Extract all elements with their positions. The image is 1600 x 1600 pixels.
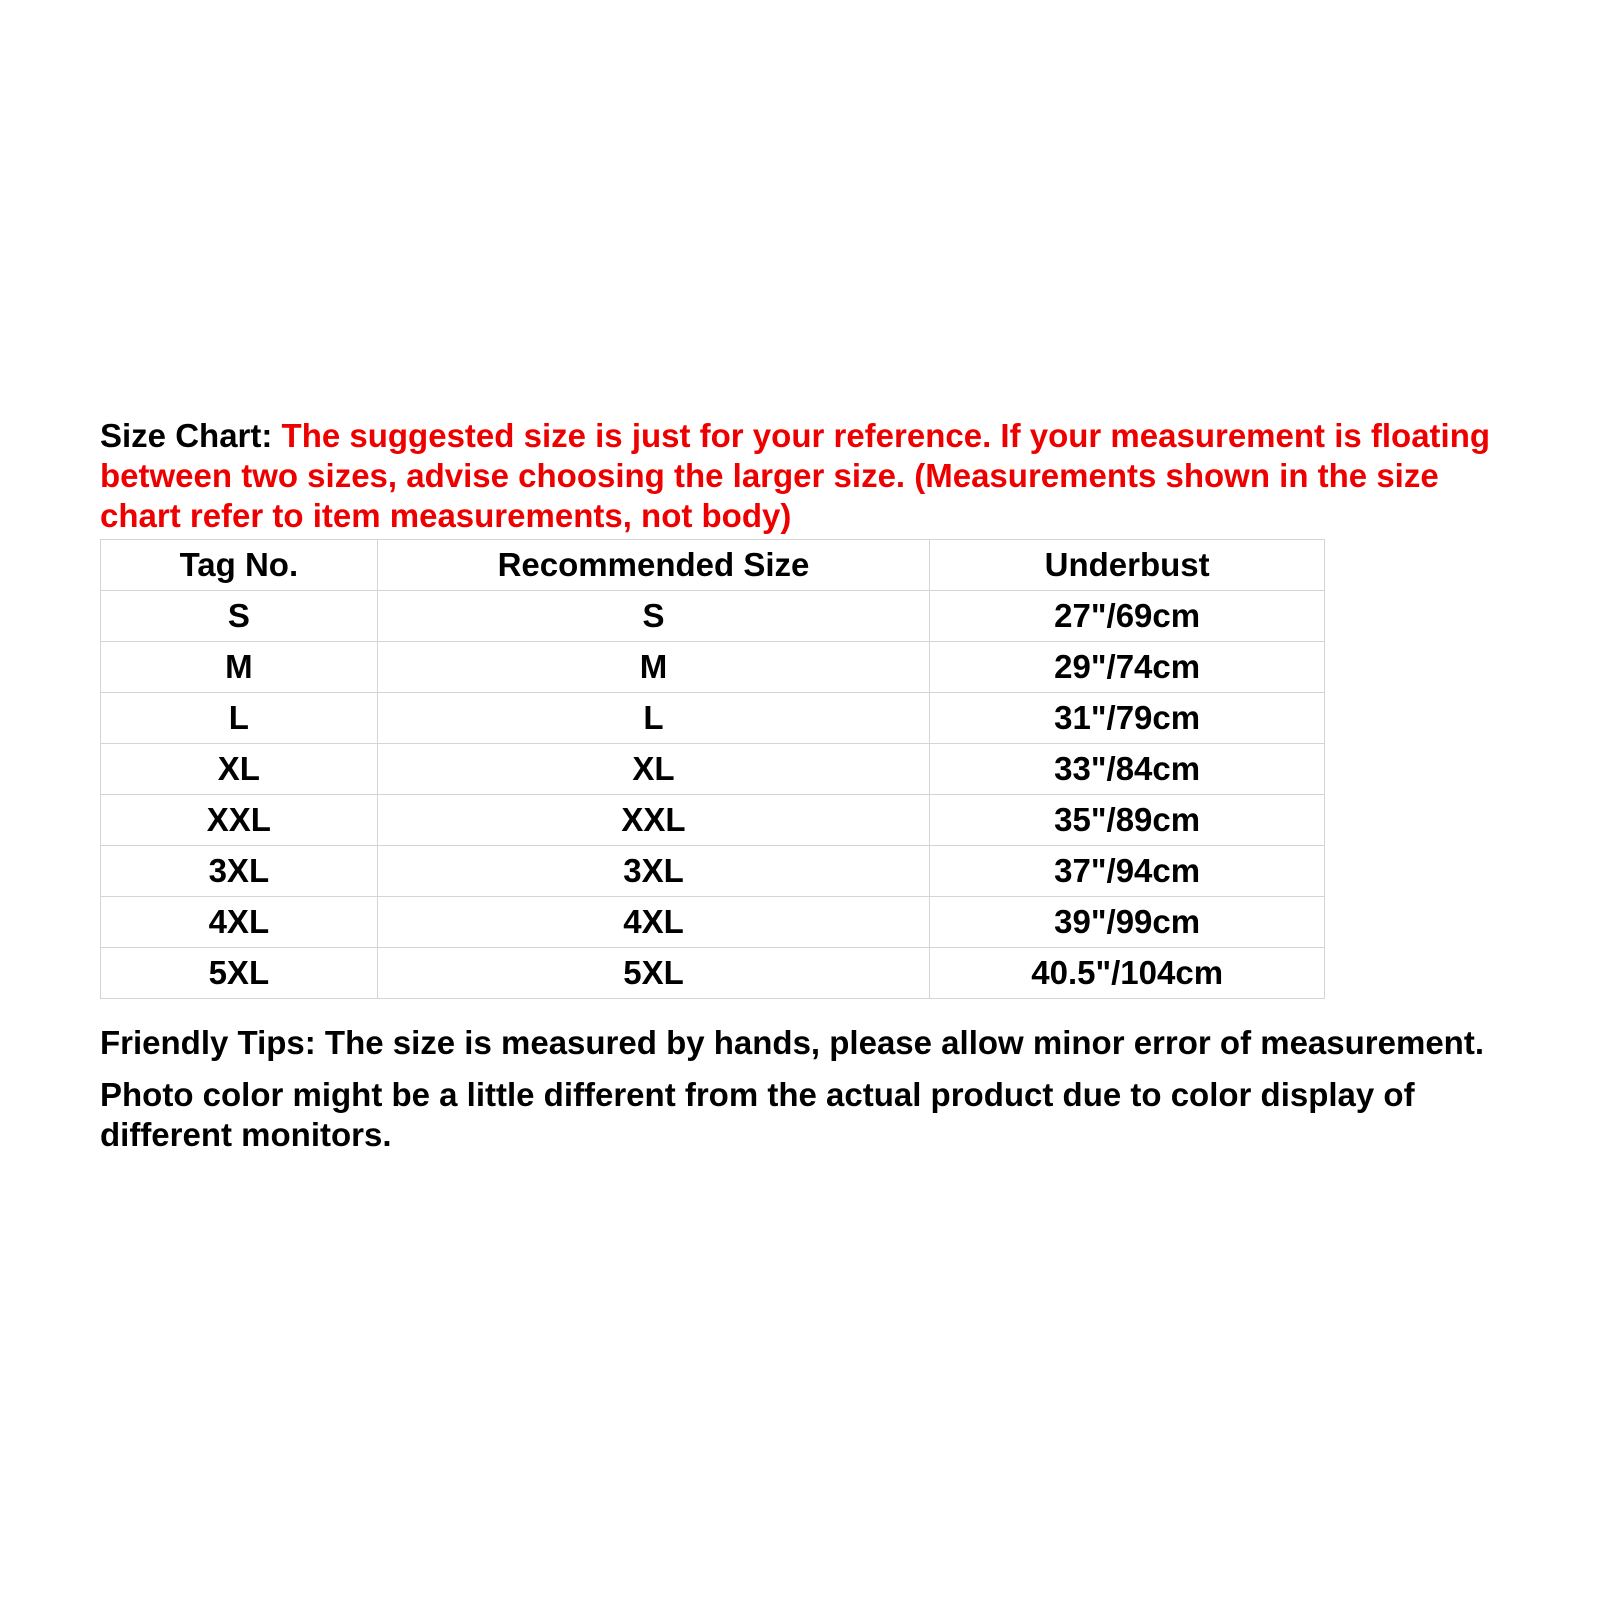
tag-no-cell: M (101, 642, 378, 693)
tag-no-cell: XXL (101, 795, 378, 846)
recommended-size-cell: 3XL (377, 846, 930, 897)
table-row (101, 693, 1325, 744)
recommended-size-cell: 4XL (377, 897, 930, 948)
recommended-size-cell: 5XL (377, 948, 930, 999)
size-chart-intro (100, 416, 1510, 536)
underbust-cell: 35"/89cm (930, 795, 1325, 846)
tag-no-cell: S (101, 591, 378, 642)
underbust-cell: 39"/99cm (930, 897, 1325, 948)
underbust-cell: 27"/69cm (930, 591, 1325, 642)
friendly-tips: Friendly Tips: The size is measured by hands, please allow minor error of measurement. (100, 1024, 1484, 1061)
table-row (101, 744, 1325, 795)
table-row (101, 948, 1325, 999)
underbust-cell: 37"/94cm (930, 846, 1325, 897)
table-row (101, 897, 1325, 948)
recommended-size-cell: M (377, 642, 930, 693)
tag-no-cell: L (101, 693, 378, 744)
size-chart-note: The suggested size is just for your reference. If your measurement is floating between two sizes, advise choosing the larger size. (Measurements shown in the size chart refer to item measurements, not body) (100, 417, 1491, 534)
size-chart-label: Size Chart: (100, 417, 273, 454)
tag-no-cell: 4XL (101, 897, 378, 948)
recommended-size-cell: S (377, 591, 930, 642)
header-tag-no: Tag No. (101, 540, 378, 591)
underbust-cell: 33"/84cm (930, 744, 1325, 795)
header-underbust: Underbust (930, 540, 1325, 591)
underbust-cell: 29"/74cm (930, 642, 1325, 693)
tag-no-cell: 5XL (101, 948, 378, 999)
table-row (101, 795, 1325, 846)
table-row (101, 591, 1325, 642)
table-header-row (101, 540, 1325, 591)
table-row (101, 642, 1325, 693)
underbust-cell: 40.5"/104cm (930, 948, 1325, 999)
header-recommended-size: Recommended Size (377, 540, 930, 591)
tag-no-cell: XL (101, 744, 378, 795)
recommended-size-cell: XXL (377, 795, 930, 846)
tips-section (100, 1023, 1510, 1167)
recommended-size-cell: XL (377, 744, 930, 795)
photo-color-note: Photo color might be a little different from the actual product due to color display of different monitors. (100, 1076, 1415, 1153)
recommended-size-cell: L (377, 693, 930, 744)
size-table (100, 539, 1325, 999)
tag-no-cell: 3XL (101, 846, 378, 897)
underbust-cell: 31"/79cm (930, 693, 1325, 744)
table-row (101, 846, 1325, 897)
